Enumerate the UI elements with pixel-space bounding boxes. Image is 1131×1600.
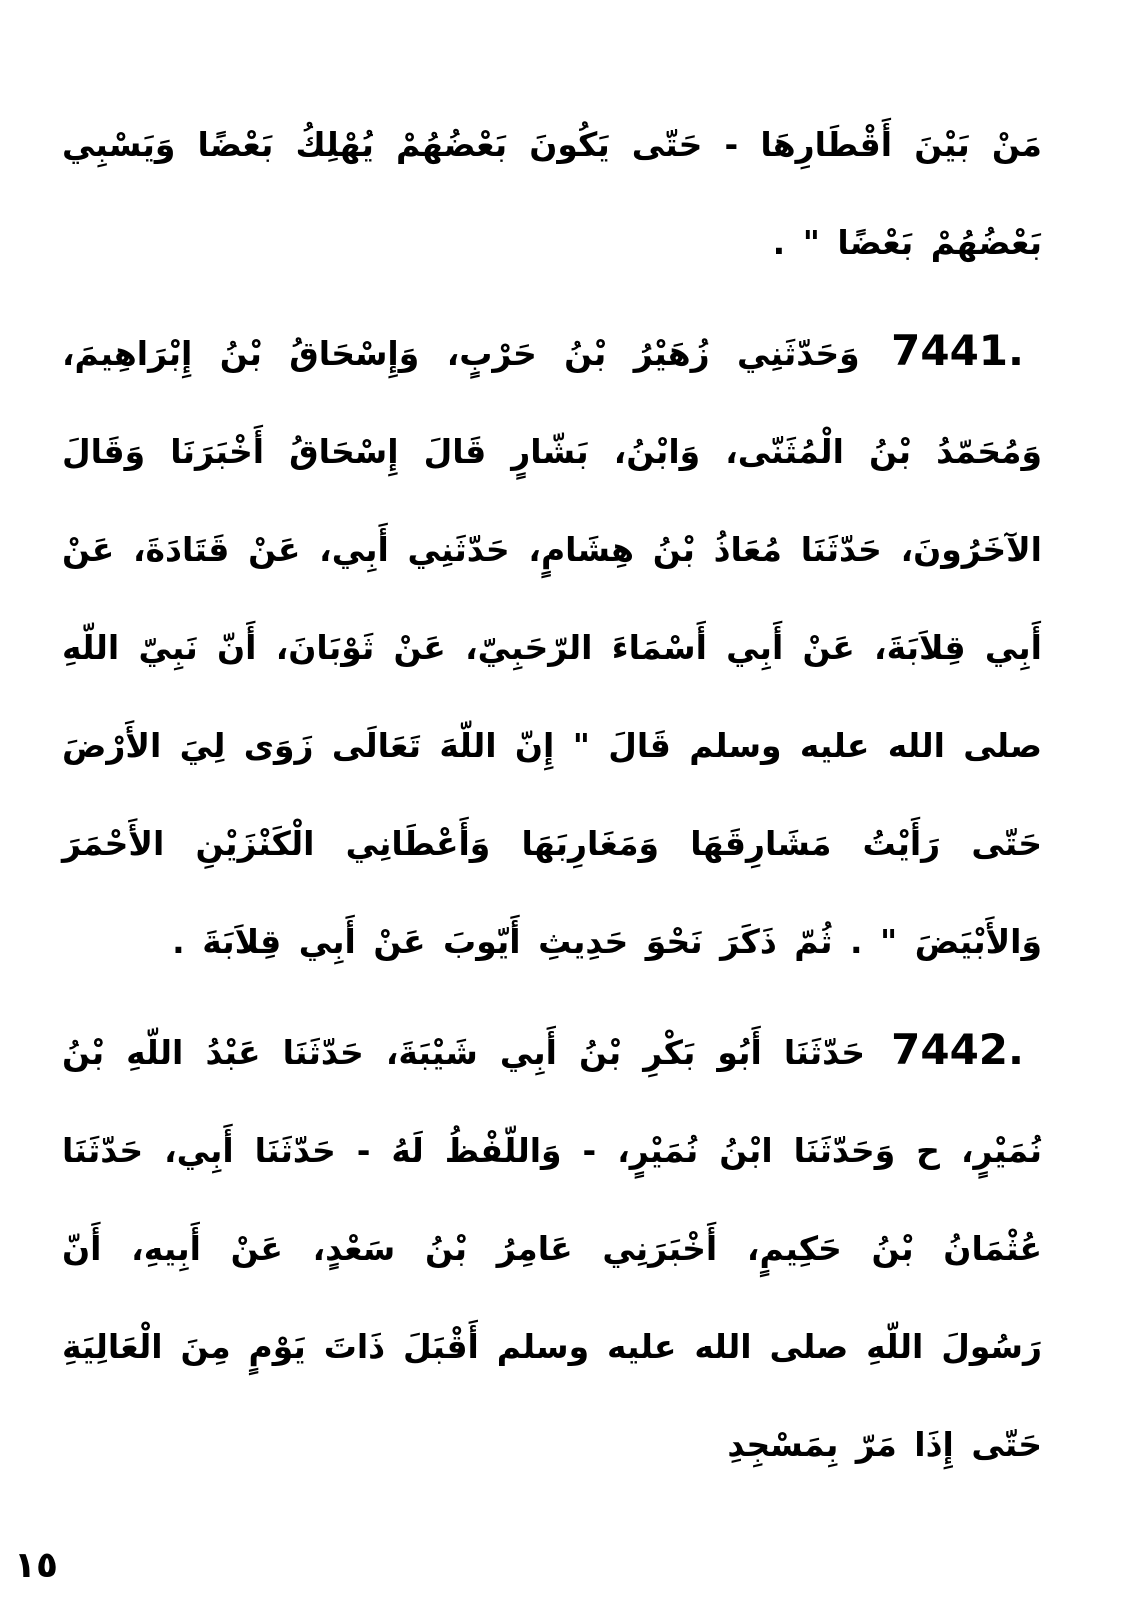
paragraph-text: وَحَدّثَنِي زُهَيْرُ بْنُ حَرْبٍ، وَإِسْحَاقُ بْنُ إِبْرَاهِيمَ، وَمُحَمّدُ بْنُ الْمُثَنّى، وَابْنُ، بَشّارٍ قَالَ إِسْحَاقُ أَخْبَرَنَا وَقَالَ الآخَرُونَ، حَدّثَنَا مُعَاذُ بْنُ هِشَامٍ، حَدّثَنِي أَبِي، عَنْ قَتَادَةَ، عَنْ أَبِي قِلاَبَةَ، عَنْ أَبِي أَسْمَاءَ الرّحَبِيّ، عَنْ ثَوْبَانَ، أَنّ نَبِيّ اللّهِ صلى الله عليه وسلم قَالَ " إِنّ اللّهَ تَعَالَى زَوَى لِيَ الأَرْضَ حَتّى رَأَيْتُ مَشَارِقَهَا وَمَغَارِبَهَا وَأَعْطَانِي الْكَنْزَيْنِ الأَحْمَرَ وَالأَبْيَضَ " . ثُمّ ذَكَرَ نَحْوَ حَدِيثِ أَيّوبَ عَنْ أَبِي قِلاَبَةَ . xyxy=(62,334,1042,961)
paragraph-text: مَنْ بَيْنَ أَقْطَارِهَا - حَتّى يَكُونَ بَعْضُهُمْ يُهْلِكُ بَعْضًا وَيَسْبِي بَعْضُهُمْ بَعْضًا " . xyxy=(62,125,1042,262)
page-number: ١٥ xyxy=(14,1545,58,1586)
hadith-7441 xyxy=(62,302,1042,991)
paragraph-text: حَدّثَنَا أَبُو بَكْرِ بْنُ أَبِي شَيْبَةَ، حَدّثَنَا عَبْدُ اللّهِ بْنُ نُمَيْرٍ، ح وَحَدّثَنَا ابْنُ نُمَيْرٍ، - وَاللّفْظُ لَهُ - حَدّثَنَا أَبِي، حَدّثَنَا عُثْمَانُ بْنُ حَكِيمٍ، أَخْبَرَنِي عَامِرُ بْنُ سَعْدٍ، عَنْ أَبِيهِ، أَنّ رَسُولَ اللّهِ صلى الله عليه وسلم أَقْبَلَ ذَاتَ يَوْمٍ مِنَ الْعَالِيَةِ حَتّى إِذَا مَرّ بِمَسْجِدِ xyxy=(62,1033,1042,1464)
hadith-number: 7441. xyxy=(891,326,1024,375)
hadith-7442 xyxy=(62,1001,1042,1494)
paragraph-continuation xyxy=(62,96,1042,292)
document-body xyxy=(62,96,1042,1494)
hadith-number: 7442. xyxy=(891,1025,1024,1074)
